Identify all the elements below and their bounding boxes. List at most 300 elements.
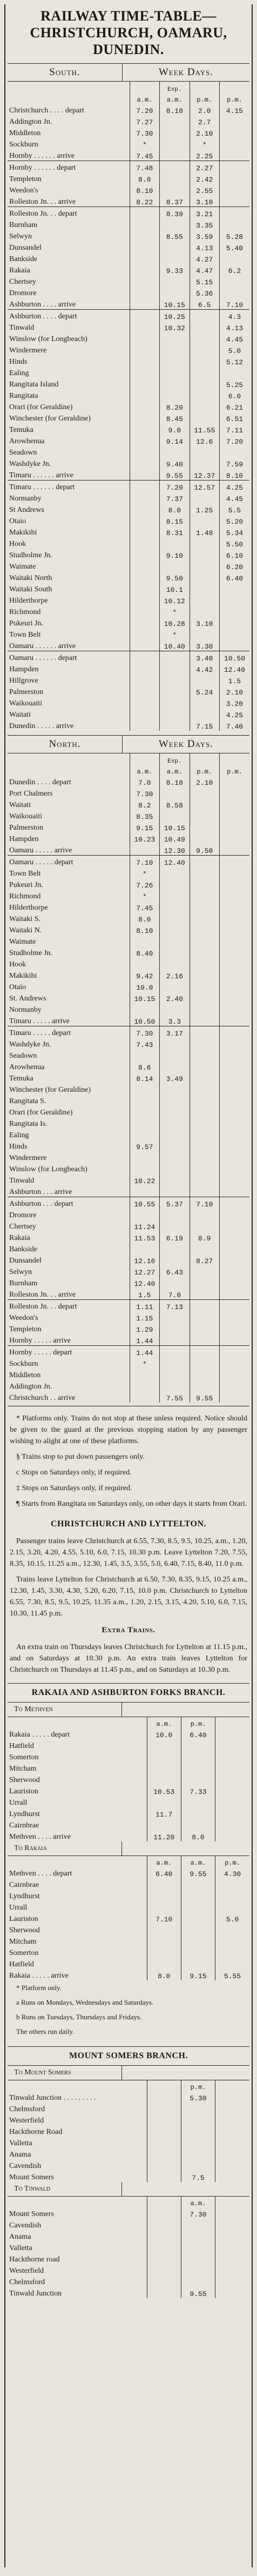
to-rakaia-table-body xyxy=(8,1856,249,1980)
time-cell: 7.26 xyxy=(130,878,159,890)
time-cell xyxy=(130,1106,159,1117)
table-row xyxy=(8,1867,249,1878)
time-cell xyxy=(160,366,190,378)
table-row xyxy=(8,878,249,890)
station-header-cell xyxy=(8,2197,147,2207)
time-cell xyxy=(190,674,219,685)
south-timetable xyxy=(8,63,249,731)
station-name: Richmond xyxy=(9,608,41,616)
time-cell: 9.55 xyxy=(181,2287,215,2298)
time-cell xyxy=(130,617,159,628)
timetable-notes xyxy=(8,1410,249,1510)
time-cell: 10.53 xyxy=(147,1785,181,1796)
time-cell xyxy=(215,1901,249,1912)
time-cell: 1.44 xyxy=(130,1346,159,1358)
time-cell xyxy=(219,821,249,832)
time-cell: 2.25 xyxy=(190,149,219,161)
exp-header-cell: Exp. xyxy=(160,753,190,765)
time-cell xyxy=(215,2103,249,2114)
station-name: Hatfield xyxy=(9,1960,34,1968)
station-name: Dunsandel xyxy=(9,1257,42,1265)
time-cell: 4.30 xyxy=(215,1867,249,1878)
time-cell: 11.55 xyxy=(190,423,219,435)
time-cell: 8.37 xyxy=(160,195,190,207)
time-cell xyxy=(215,1924,249,1935)
station-name: Hornby . . . . . . depart xyxy=(8,161,130,173)
time-cell xyxy=(130,674,159,685)
time-cell xyxy=(219,1060,249,1072)
table-row xyxy=(8,1117,249,1129)
time-cell: 4.13 xyxy=(190,241,219,252)
station-name: Waitaki South xyxy=(9,585,52,593)
time-cell xyxy=(190,890,219,901)
time-cell xyxy=(160,1380,190,1391)
time-cell: * xyxy=(160,628,190,639)
time-cell: 6.43 xyxy=(160,1265,190,1277)
table-row xyxy=(8,1890,249,1901)
time-cell xyxy=(147,2114,181,2125)
time-cell xyxy=(181,2241,215,2253)
ampm-row xyxy=(8,1856,249,1867)
station-name: Templeton xyxy=(9,1325,42,1333)
time-cell xyxy=(190,878,219,890)
time-cell xyxy=(130,344,159,355)
table-row xyxy=(8,685,249,697)
time-cell xyxy=(190,1220,219,1231)
page-title: RAILWAY TIME-TABLE—CHRISTCHURCH, OAMARU, DUNEDIN. xyxy=(30,8,227,57)
time-cell xyxy=(190,537,219,549)
table-row xyxy=(8,526,249,537)
time-cell: 2.27 xyxy=(190,161,219,173)
time-cell: 10.50 xyxy=(130,1015,159,1026)
time-cell xyxy=(181,2137,215,2148)
time-cell xyxy=(190,1095,219,1106)
table-row xyxy=(8,446,249,457)
time-cell xyxy=(190,605,219,617)
to-rakaia-header xyxy=(8,1841,249,1856)
time-cell xyxy=(219,924,249,935)
station-header-cell xyxy=(8,1717,147,1728)
time-cell xyxy=(219,1185,249,1197)
time-cell: 8.0 xyxy=(147,1969,181,1980)
time-cell: 1.5 xyxy=(130,1288,159,1300)
station-name: Ashburton . . . depart xyxy=(8,1197,130,1209)
time-cell xyxy=(160,1334,190,1346)
time-cell xyxy=(181,2114,215,2125)
station-name: Hinds xyxy=(9,358,28,366)
time-cell: 6.20 xyxy=(219,560,249,571)
to-methven-label: To Methven xyxy=(8,1703,122,1717)
time-cell: 4.47 xyxy=(190,264,219,275)
station-name: Cavendish xyxy=(9,2221,42,2230)
time-cell xyxy=(219,252,249,264)
time-cell: 5.34 xyxy=(219,526,249,537)
station-name: Seadown xyxy=(9,1052,37,1060)
time-cell xyxy=(160,1254,190,1265)
table-row xyxy=(8,1163,249,1174)
time-cell: 1.15 xyxy=(130,1311,159,1323)
table-row xyxy=(8,628,249,639)
time-cell xyxy=(160,1369,190,1380)
time-cell xyxy=(219,161,249,173)
time-cell xyxy=(215,1728,249,1739)
table-row xyxy=(8,583,249,594)
table-row xyxy=(8,115,249,126)
time-cell xyxy=(181,1912,215,1924)
table-row xyxy=(8,344,249,355)
time-cell xyxy=(147,2230,181,2241)
time-cell: 1.48 xyxy=(190,526,219,537)
exp-header-cell xyxy=(219,753,249,765)
time-cell xyxy=(215,2125,249,2137)
time-cell: 7.33 xyxy=(181,1785,215,1796)
table-row xyxy=(8,1391,249,1403)
table-row xyxy=(8,2091,249,2103)
time-cell xyxy=(160,241,190,252)
time-cell xyxy=(219,878,249,890)
time-cell xyxy=(219,969,249,980)
time-cell xyxy=(190,1129,219,1140)
time-cell: 8.0 xyxy=(160,503,190,515)
time-cell: 8.31 xyxy=(160,526,190,537)
time-cell xyxy=(147,1890,181,1901)
time-cell: 10.12 xyxy=(160,594,190,605)
table-row xyxy=(8,1038,249,1049)
time-cell xyxy=(181,1819,215,1830)
time-cell xyxy=(147,2137,181,2148)
time-cell xyxy=(130,935,159,946)
time-cell: 6.2 xyxy=(219,264,249,275)
time-cell xyxy=(219,1163,249,1174)
time-cell xyxy=(219,639,249,651)
station-name: Dunedin . . . . depart xyxy=(9,778,71,786)
time-cell xyxy=(160,787,190,798)
station-name: Hackthorne road xyxy=(9,2255,60,2264)
time-cell xyxy=(215,2207,249,2219)
time-cell xyxy=(190,355,219,366)
to-rakaia-label: To Rakaia xyxy=(8,1841,122,1856)
time-cell xyxy=(219,1369,249,1380)
time-cell xyxy=(160,901,190,912)
time-cell xyxy=(219,980,249,992)
station-name: Chertsey xyxy=(9,1223,36,1231)
table-row xyxy=(8,1830,249,1841)
table-row xyxy=(8,195,249,207)
table-row xyxy=(8,435,249,446)
time-cell xyxy=(160,138,190,149)
time-cell xyxy=(181,1796,215,1807)
time-cell xyxy=(147,2253,181,2264)
time-cell: 11.20 xyxy=(147,1830,181,1841)
table-row xyxy=(8,1912,249,1924)
station-header-cell xyxy=(8,82,130,93)
station-name: Dromore xyxy=(9,1211,37,1219)
station-header-cell xyxy=(8,2080,147,2091)
station-name: Oamaru . . . . . depart xyxy=(8,856,130,867)
time-cell: 5.30 xyxy=(181,2091,215,2103)
time-cell xyxy=(160,878,190,890)
time-cell xyxy=(215,1890,249,1901)
time-cell xyxy=(130,1117,159,1129)
time-cell xyxy=(160,924,190,935)
time-cell xyxy=(190,1185,219,1197)
time-cell: 7.0 xyxy=(160,1288,190,1300)
time-cell xyxy=(130,958,159,969)
time-cell xyxy=(190,1209,219,1220)
time-cell xyxy=(147,2171,181,2182)
time-cell xyxy=(130,685,159,697)
station-name: Rolleston Jn. . . depart xyxy=(8,207,130,219)
station-name: Waitati xyxy=(9,801,31,809)
time-cell: 7.10 xyxy=(147,1912,181,1924)
exp-header-row xyxy=(8,753,249,765)
table-row xyxy=(8,2287,249,2298)
time-cell xyxy=(190,1140,219,1151)
time-cell xyxy=(219,1243,249,1254)
table-row xyxy=(8,697,249,708)
time-cell: 2.16 xyxy=(160,969,190,980)
time-cell: * xyxy=(130,867,159,878)
time-cell: 9.50 xyxy=(160,571,190,583)
time-cell xyxy=(190,1060,219,1072)
time-cell xyxy=(160,161,190,173)
station-name: Urrall xyxy=(9,1799,28,1807)
time-cell xyxy=(181,2219,215,2230)
time-cell: 9.55 xyxy=(160,469,190,481)
table-row xyxy=(8,980,249,992)
station-name: Oamaru . . . . . . arrive xyxy=(9,642,76,650)
table-row xyxy=(8,1773,249,1785)
station-name: Hampden xyxy=(9,665,39,673)
station-name: Waitaki N. xyxy=(9,926,42,935)
lyttelton-title: CHRISTCHURCH AND LYTTELTON. xyxy=(50,1519,207,1529)
time-cell xyxy=(160,286,190,298)
time-cell xyxy=(160,1174,190,1185)
time-cell: 7.13 xyxy=(160,1300,190,1312)
time-cell xyxy=(160,1209,190,1220)
time-cell xyxy=(160,912,190,924)
time-cell: 7.55 xyxy=(160,1391,190,1403)
time-cell xyxy=(147,1924,181,1935)
time-cell: * xyxy=(130,1357,159,1369)
time-cell xyxy=(219,1026,249,1038)
time-cell xyxy=(215,2219,249,2230)
time-cell xyxy=(181,1878,215,1890)
station-name: Somerton xyxy=(9,1949,39,1957)
time-cell xyxy=(160,537,190,549)
station-name: Addington Jn. xyxy=(9,1383,52,1391)
time-cell xyxy=(130,1129,159,1140)
time-cell xyxy=(190,992,219,1003)
station-name: St. Andrews xyxy=(9,995,46,1003)
exp-header-cell: Exp. xyxy=(160,82,190,93)
station-name: Mitcham xyxy=(9,1765,37,1773)
table-row xyxy=(8,1323,249,1334)
time-cell: 10.15 xyxy=(160,298,190,310)
time-cell: 10.50 xyxy=(219,651,249,663)
time-cell: 4.25 xyxy=(219,481,249,492)
time-cell xyxy=(160,378,190,389)
time-cell xyxy=(130,446,159,457)
time-cell xyxy=(190,810,219,821)
time-cell: 9.55 xyxy=(181,1867,215,1878)
time-cell: 2.7 xyxy=(190,115,219,126)
time-cell: 7.20 xyxy=(160,481,190,492)
station-name: Weedon's xyxy=(9,1314,38,1322)
time-cell xyxy=(190,366,219,378)
time-cell: 7.10 xyxy=(190,1197,219,1209)
time-cell xyxy=(219,1391,249,1403)
time-cell xyxy=(190,787,219,798)
time-cell xyxy=(190,946,219,958)
ampm-cell: a.m. xyxy=(181,2197,215,2207)
time-cell xyxy=(190,1015,219,1026)
station-name: Cavendish xyxy=(9,2162,42,2170)
station-name: Winchester (for Geraldine) xyxy=(9,415,91,423)
station-name: Christchurch . . arrive xyxy=(9,1394,76,1402)
time-cell: 12.40 xyxy=(219,663,249,674)
table-row xyxy=(8,776,249,787)
time-cell xyxy=(147,1946,181,1958)
time-cell xyxy=(219,1095,249,1106)
ampm-cell: p.m. xyxy=(219,765,249,776)
time-cell xyxy=(130,1049,159,1060)
time-cell xyxy=(160,663,190,674)
table-row xyxy=(8,230,249,241)
time-cell: 3.59 xyxy=(190,230,219,241)
time-cell: 7.43 xyxy=(130,1038,159,1049)
table-row xyxy=(8,992,249,1003)
time-cell xyxy=(130,321,159,332)
time-cell xyxy=(160,685,190,697)
time-cell: 10.28 xyxy=(160,617,190,628)
time-cell xyxy=(130,218,159,230)
time-cell xyxy=(190,958,219,969)
time-cell xyxy=(130,310,159,322)
station-name: Hook xyxy=(9,960,26,969)
time-cell xyxy=(130,697,159,708)
time-cell xyxy=(190,708,219,719)
time-cell xyxy=(160,560,190,571)
time-cell xyxy=(147,1935,181,1946)
time-cell xyxy=(219,1346,249,1358)
time-cell xyxy=(147,1739,181,1751)
table-row xyxy=(8,1334,249,1346)
time-cell xyxy=(160,389,190,401)
time-cell xyxy=(160,1311,190,1323)
time-cell: 9.0 xyxy=(160,423,190,435)
rakaia-footnote: * Platform only. xyxy=(16,1984,62,1992)
ampm-cell: a.m. xyxy=(181,1856,215,1867)
station-name: Burnham xyxy=(9,1279,38,1287)
time-cell xyxy=(219,1174,249,1185)
table-row xyxy=(8,639,249,651)
table-row xyxy=(8,1277,249,1288)
station-name: Rangitata Is. xyxy=(9,1120,48,1128)
time-cell xyxy=(219,867,249,878)
table-row xyxy=(8,366,249,378)
station-name: Sherwood xyxy=(9,1776,40,1784)
ampm-cell: a.m. xyxy=(130,765,159,776)
ampm-cell: p.m. xyxy=(190,93,219,104)
time-cell xyxy=(219,810,249,821)
time-cell: 12.40 xyxy=(160,856,190,867)
station-name: Rakaia xyxy=(9,1234,30,1242)
station-name: Lauriston xyxy=(9,1915,38,1923)
table-row xyxy=(8,1901,249,1912)
time-cell xyxy=(130,663,159,674)
table-row xyxy=(8,674,249,685)
ampm-cell: a.m. xyxy=(147,1856,181,1867)
station-name: Oamaru . . . . . . depart xyxy=(8,651,130,663)
station-name: Weedon's xyxy=(9,186,38,195)
station-name: Otaio xyxy=(9,983,26,991)
time-cell xyxy=(215,2114,249,2125)
station-name: Hilderthorpe xyxy=(9,904,48,912)
table-row xyxy=(8,469,249,481)
time-cell xyxy=(215,2241,249,2253)
time-cell xyxy=(181,2148,215,2159)
time-cell xyxy=(160,1049,190,1060)
time-cell xyxy=(130,481,159,492)
table-row xyxy=(8,457,249,469)
station-name: Sherwood xyxy=(9,1926,40,1934)
table-row xyxy=(8,912,249,924)
station-name: Winslow (for Longbeach) xyxy=(9,1165,87,1173)
table-row xyxy=(8,252,249,264)
table-row xyxy=(8,286,249,298)
time-cell xyxy=(160,1163,190,1174)
time-cell: 8.0 xyxy=(181,1830,215,1841)
time-cell xyxy=(219,1254,249,1265)
table-row xyxy=(8,1254,249,1265)
to-mount-somers-table-body xyxy=(8,2080,249,2182)
time-cell xyxy=(181,1773,215,1785)
time-cell xyxy=(219,992,249,1003)
south-table xyxy=(8,82,249,731)
to-mount-somers-table xyxy=(8,2080,249,2182)
time-cell xyxy=(190,1038,219,1049)
time-cell xyxy=(219,1151,249,1163)
time-cell: 8.45 xyxy=(160,412,190,423)
time-cell xyxy=(219,286,249,298)
to-methven-header xyxy=(8,1703,249,1717)
time-cell xyxy=(190,1380,219,1391)
time-cell: 3.10 xyxy=(190,195,219,207)
time-cell xyxy=(215,1796,249,1807)
time-cell xyxy=(219,1334,249,1346)
time-cell xyxy=(215,2287,249,2298)
ampm-row xyxy=(8,765,249,776)
station-name: Rolleston Jn. . . arrive xyxy=(9,1291,76,1299)
station-name: Waimate xyxy=(9,563,36,571)
table-row xyxy=(8,1311,249,1323)
time-cell: 8.10 xyxy=(160,776,190,787)
station-name: Sockburn xyxy=(9,141,38,149)
time-cell: 8.0 xyxy=(130,172,159,184)
time-cell xyxy=(190,969,219,980)
time-cell: 6.40 xyxy=(181,1728,215,1739)
table-row xyxy=(8,1106,249,1117)
table-row xyxy=(8,719,249,731)
time-cell xyxy=(215,1807,249,1819)
time-cell xyxy=(181,2103,215,2114)
ampm-cell: p.m. xyxy=(215,1856,249,1867)
time-cell: 9.42 xyxy=(130,969,159,980)
time-cell xyxy=(130,583,159,594)
table-row xyxy=(8,184,249,195)
time-cell xyxy=(160,446,190,457)
